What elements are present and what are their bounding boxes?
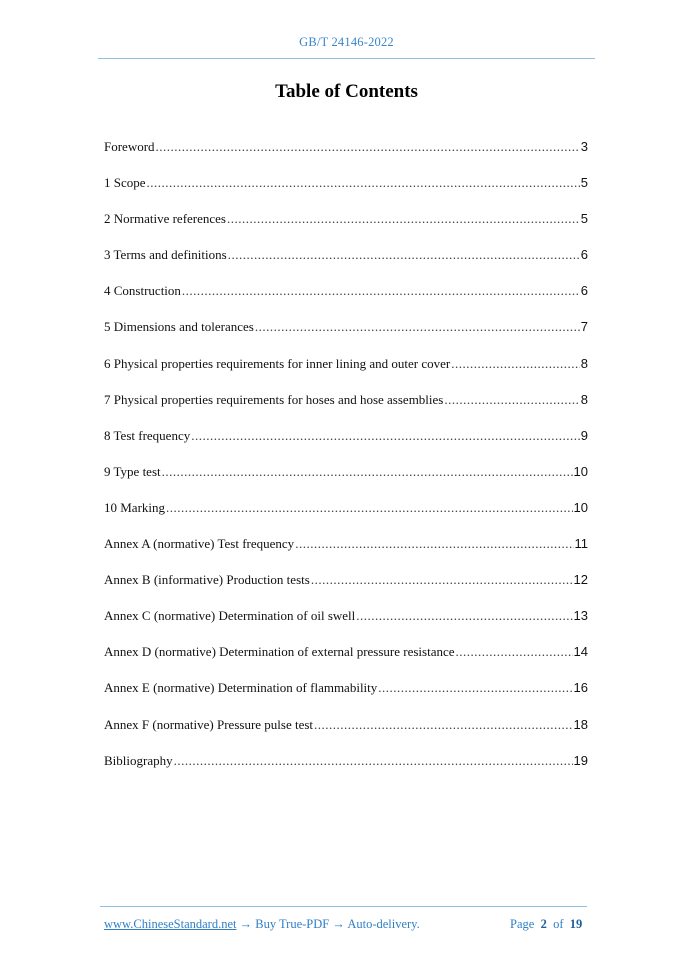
toc-entry-page: 12	[573, 572, 588, 588]
toc-entry-page: 11	[574, 536, 588, 552]
toc-entry-title: Annex B (informative) Production tests	[104, 572, 310, 588]
toc-entry-page: 5	[580, 175, 588, 191]
toc-entry-page: 10	[573, 499, 588, 515]
toc-entry-annex-c[interactable]	[104, 608, 588, 644]
dot-leader	[378, 680, 572, 696]
toc-entry-page: 5	[580, 211, 588, 227]
toc-entry-title: 3 Terms and definitions	[104, 247, 227, 263]
toc-entry-foreword[interactable]	[104, 139, 588, 175]
toc-entry-page: 14	[573, 644, 588, 660]
dot-leader	[174, 753, 573, 769]
header-standard-code: GB/T 24146-2022	[299, 35, 394, 49]
toc-entry-title: Annex C (normative) Determination of oil swell	[104, 608, 356, 624]
dot-leader	[456, 644, 573, 660]
buy-pdf-text: Buy True-PDF	[255, 917, 330, 931]
toc-entry-title: 10 Marking	[104, 499, 166, 515]
toc-entry-page: 8	[580, 355, 588, 371]
page-label: Page	[510, 917, 535, 931]
toc-entry-title: 5 Dimensions and tolerances	[104, 319, 254, 335]
toc-heading: Table of Contents	[275, 81, 418, 102]
toc-entry-page: 6	[580, 247, 588, 263]
toc-entry-normative-references[interactable]	[104, 211, 588, 247]
toc-entry-title: Annex E (normative) Determination of flammability	[104, 680, 378, 696]
page-of: of	[553, 917, 564, 931]
dot-leader	[314, 717, 572, 733]
dot-leader	[227, 211, 580, 227]
page-indicator	[510, 917, 582, 932]
toc-entry-construction[interactable]	[104, 283, 588, 319]
toc-entry-page: 6	[580, 283, 588, 299]
footer-divider	[100, 906, 587, 907]
toc-entry-title: Bibliography	[104, 752, 173, 768]
toc-entry-test-frequency[interactable]	[104, 428, 588, 464]
toc-entry-page: 18	[573, 716, 588, 732]
header-divider	[98, 58, 595, 59]
toc-entry-page: 10	[573, 463, 588, 479]
dot-leader	[451, 356, 580, 372]
toc-entry-annex-f[interactable]	[104, 717, 588, 753]
toc-entry-page: 16	[573, 680, 588, 696]
dot-leader	[228, 247, 580, 263]
toc-entry-physical-properties-lining[interactable]	[104, 356, 588, 392]
toc-entry-type-test[interactable]	[104, 464, 588, 500]
toc-entry-terms-and-definitions[interactable]	[104, 247, 588, 283]
toc-entry-title: 9 Type test	[104, 463, 161, 479]
arrow-right-icon: →	[236, 917, 256, 931]
toc-entry-title: Foreword	[104, 139, 155, 154]
toc-list	[104, 139, 588, 789]
toc-entry-title: Annex A (normative) Test frequency	[104, 536, 295, 552]
toc-entry-title: Annex F (normative) Pressure pulse test	[104, 716, 314, 732]
auto-delivery-text: Auto-delivery.	[347, 917, 420, 931]
toc-entry-title: 4 Construction	[104, 283, 181, 299]
toc-entry-bibliography[interactable]	[104, 753, 588, 789]
dot-leader	[356, 608, 572, 624]
site-link[interactable]: www.ChineseStandard.net	[104, 917, 237, 931]
toc-entry-annex-e[interactable]	[104, 680, 588, 716]
toc-entry-title: 2 Normative references	[104, 211, 226, 227]
toc-entry-annex-a[interactable]	[104, 536, 588, 572]
toc-entry-dimensions-and-tolerances[interactable]	[104, 319, 588, 355]
dot-leader	[182, 283, 580, 299]
dot-leader	[444, 392, 579, 408]
toc-entry-page: 9	[580, 427, 588, 443]
dot-leader	[295, 536, 573, 552]
toc-entry-title: 7 Physical properties requirements for hoses and hose assemblies	[104, 391, 444, 407]
toc-entry-page: 13	[573, 608, 588, 624]
toc-entry-title: 6 Physical properties requirements for inner lining and outer cover	[104, 355, 451, 371]
toc-entry-title: Annex D (normative) Determination of external pressure resistance	[104, 644, 455, 660]
toc-entry-scope[interactable]	[104, 175, 588, 211]
dot-leader	[191, 428, 580, 444]
dot-leader	[162, 464, 573, 480]
toc-entry-page: 3	[580, 139, 588, 154]
footer-promo	[104, 917, 420, 932]
toc-entry-title: 1 Scope	[104, 175, 146, 191]
toc-entry-title: 8 Test frequency	[104, 427, 191, 443]
toc-entry-marking[interactable]	[104, 500, 588, 536]
arrow-right-icon: →	[329, 917, 348, 931]
toc-entry-page: 19	[573, 752, 588, 768]
toc-entry-page: 8	[580, 391, 588, 407]
toc-entry-physical-properties-hoses[interactable]	[104, 392, 588, 428]
dot-leader	[255, 319, 580, 335]
dot-leader	[166, 500, 573, 516]
toc-entry-annex-d[interactable]	[104, 644, 588, 680]
page-total: 19	[569, 917, 583, 931]
dot-leader	[156, 139, 580, 155]
dot-leader	[311, 572, 573, 588]
page-current: 2	[540, 917, 547, 931]
dot-leader	[147, 175, 580, 191]
toc-entry-annex-b[interactable]	[104, 572, 588, 608]
toc-entry-page: 7	[580, 319, 588, 335]
